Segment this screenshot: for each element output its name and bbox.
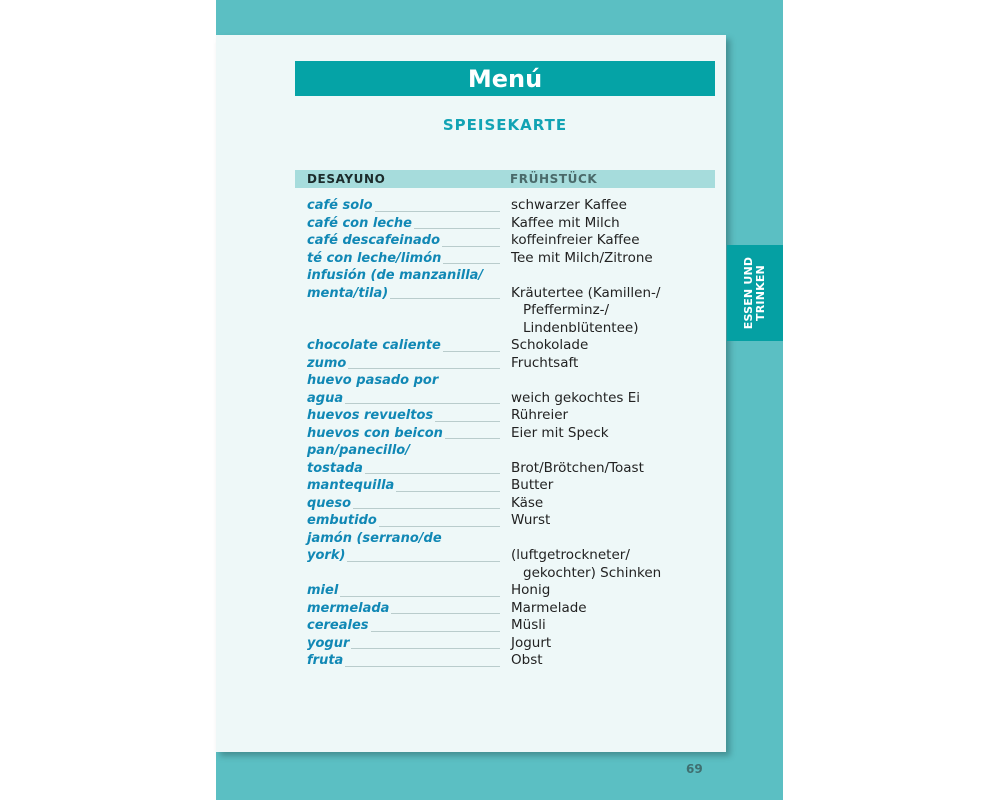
leader-line <box>391 613 500 614</box>
spanish-term <box>307 232 500 250</box>
vocab-row <box>307 355 707 373</box>
spanish-term <box>307 215 500 233</box>
spanish-term-text: té con leche/limón <box>307 250 442 266</box>
german-translation-text: Wurst <box>511 512 551 528</box>
german-translation-text: (luftgetrockneter/ <box>511 547 630 563</box>
german-translation-text: Eier mit Speck <box>511 424 609 441</box>
spanish-term <box>307 407 500 425</box>
vocab-row <box>307 600 707 618</box>
vocab-row <box>307 250 707 268</box>
german-translation-text: Pfefferminz-/ <box>523 302 610 318</box>
leader-line <box>340 596 500 597</box>
vocab-row <box>307 372 707 407</box>
leader-line <box>351 648 500 649</box>
leader-line <box>345 403 500 404</box>
column-header-german: FRÜHSTÜCK <box>510 172 598 186</box>
spanish-term-text: chocolate caliente <box>307 338 441 353</box>
spanish-term <box>307 530 500 583</box>
leader-line <box>347 561 500 562</box>
german-translation <box>511 582 550 600</box>
spanish-term <box>307 267 500 337</box>
spanish-term-text: huevos revueltos <box>307 408 434 423</box>
german-translation <box>511 407 568 425</box>
spanish-term-text: yogur <box>307 635 350 651</box>
german-translation <box>511 530 661 583</box>
german-translation-text: schwarzer Kaffee <box>511 197 627 213</box>
spanish-term <box>307 197 500 215</box>
spanish-term <box>307 372 500 407</box>
section-tab-label: ESSEN UND TRINKEN <box>742 256 768 330</box>
vocab-row <box>307 232 707 250</box>
german-translation <box>511 372 640 407</box>
spanish-term-text: jamón (serrano/de <box>307 530 442 546</box>
spanish-term <box>307 512 500 530</box>
german-translation-text: Butter <box>511 477 554 493</box>
spanish-term <box>307 600 500 618</box>
spanish-term-text: embutido <box>307 513 377 528</box>
german-translation-text: Jogurt <box>511 634 552 651</box>
vocab-row <box>307 617 707 635</box>
german-translation <box>511 635 551 653</box>
spanish-term <box>307 442 500 477</box>
page-subtitle: SPEISEKARTE <box>442 116 568 134</box>
german-translation-text: Fruchtsaft <box>511 354 579 371</box>
spanish-term <box>307 495 500 513</box>
vocab-row <box>307 477 707 495</box>
page-number: 69 <box>686 762 703 776</box>
spanish-term-text: mermelada <box>307 600 390 616</box>
column-header <box>295 170 715 188</box>
german-translation-text: Käse <box>511 494 544 511</box>
german-translation <box>511 617 546 635</box>
spanish-term-text: café con leche <box>307 215 412 231</box>
spanish-term-text: york) <box>307 548 346 563</box>
page-title: Menú <box>467 64 543 93</box>
leader-line <box>371 631 500 632</box>
german-translation-text: Kräutertee (Kamillen-/ <box>511 284 661 301</box>
german-translation-text: weich gekochtes Ei <box>511 389 641 406</box>
leader-line <box>379 526 500 527</box>
spanish-term-text: zumo <box>307 355 347 371</box>
vocab-row <box>307 442 707 477</box>
german-translation-text: Marmelade <box>511 599 587 616</box>
german-translation <box>511 442 644 477</box>
spanish-term <box>307 617 500 635</box>
german-translation <box>511 355 578 373</box>
german-translation-text: Schokolade <box>511 337 589 353</box>
spanish-term-text: queso <box>307 495 352 511</box>
german-translation <box>511 197 627 215</box>
vocab-row <box>307 512 707 530</box>
spanish-term-text: fruta <box>307 653 344 668</box>
leader-line <box>414 228 500 229</box>
german-translation-text: Tee mit Milch/Zitrone <box>511 249 653 266</box>
german-translation-text: gekochter) Schinken <box>523 564 662 581</box>
vocab-row <box>307 407 707 425</box>
spanish-term-text: miel <box>307 583 339 598</box>
german-translation <box>511 215 620 233</box>
spanish-term-text: huevo pasado por <box>307 373 439 388</box>
spanish-term-text: mantequilla <box>307 478 395 493</box>
vocab-row <box>307 215 707 233</box>
spanish-term <box>307 477 500 495</box>
leader-line <box>442 246 500 247</box>
leader-line <box>443 351 500 352</box>
german-translation-text: Rühreier <box>511 407 569 423</box>
leader-line <box>390 298 500 299</box>
spanish-term <box>307 582 500 600</box>
german-translation <box>511 250 653 268</box>
leader-line <box>443 263 500 264</box>
leader-line <box>345 666 500 667</box>
spanish-term-text: huevos con beicon <box>307 425 443 441</box>
german-translation-text: Kaffee mit Milch <box>511 214 620 231</box>
section-tab <box>727 245 783 341</box>
german-translation-text: Lindenblütentee) <box>523 319 639 336</box>
german-translation <box>511 337 588 355</box>
spanish-term <box>307 425 500 443</box>
leader-line <box>435 421 500 422</box>
spanish-term <box>307 355 500 373</box>
spanish-term-text: menta/tila) <box>307 285 389 301</box>
spanish-term-text: cereales <box>307 618 369 633</box>
german-translation <box>511 232 640 250</box>
vocab-row <box>307 425 707 443</box>
german-translation-text: Honig <box>511 582 551 598</box>
vocab-row <box>307 337 707 355</box>
german-translation <box>511 600 587 618</box>
spanish-term <box>307 337 500 355</box>
spanish-term <box>307 635 500 653</box>
spanish-term-text: café solo <box>307 198 373 213</box>
german-translation <box>511 425 609 443</box>
leader-line <box>348 368 500 369</box>
german-translation <box>511 652 543 670</box>
vocabulary-list <box>307 197 707 670</box>
german-translation <box>511 495 543 513</box>
vocab-row <box>307 495 707 513</box>
vocab-row <box>307 582 707 600</box>
german-translation <box>511 477 553 495</box>
vocab-row <box>307 652 707 670</box>
german-translation-text: Brot/Brötchen/Toast <box>511 459 644 476</box>
column-header-spanish: DESAYUNO <box>307 172 386 186</box>
spanish-term-text: agua <box>307 390 344 406</box>
german-translation <box>511 267 660 337</box>
spanish-term-text: tostada <box>307 460 363 476</box>
german-translation-text: Müsli <box>511 617 546 633</box>
leader-line <box>375 211 500 212</box>
german-translation <box>511 512 550 530</box>
german-translation-text: Obst <box>511 652 543 668</box>
leader-line <box>353 508 500 509</box>
leader-line <box>396 491 500 492</box>
spanish-term <box>307 652 500 670</box>
leader-line <box>445 438 500 439</box>
spanish-term-text: pan/panecillo/ <box>307 443 410 458</box>
spanish-term-text: café descafeinado <box>307 233 441 248</box>
page-title-bar <box>295 61 715 96</box>
vocab-row <box>307 267 707 337</box>
vocab-row <box>307 530 707 583</box>
spanish-term <box>307 250 500 268</box>
vocab-row <box>307 635 707 653</box>
vocab-row <box>307 197 707 215</box>
german-translation-text: koffeinfreier Kaffee <box>511 232 640 248</box>
spanish-term-text: infusión (de manzanilla/ <box>307 268 484 283</box>
leader-line <box>365 473 500 474</box>
